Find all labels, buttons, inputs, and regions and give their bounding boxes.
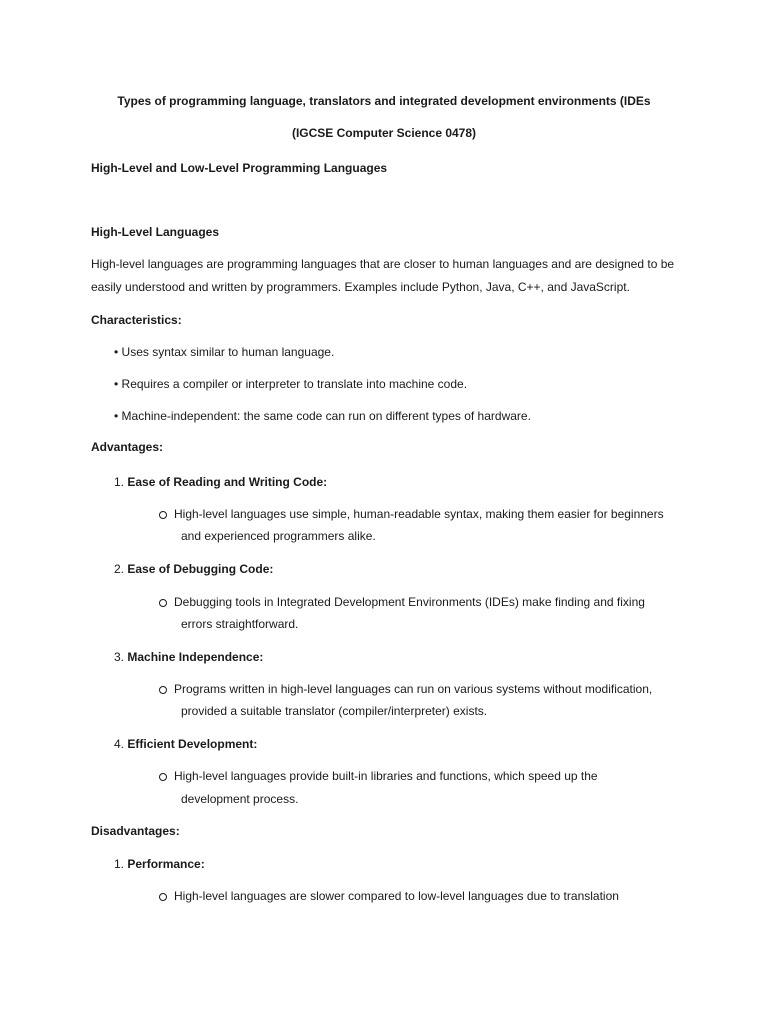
advantage-item xyxy=(114,737,257,751)
advantage-item xyxy=(114,562,273,576)
disadvantage-item xyxy=(114,857,205,871)
disadvantage-title: Performance: xyxy=(127,857,205,871)
advantage-detail-line-1: Debugging tools in Integrated Development Environments (IDEs) make finding and fixing xyxy=(174,595,645,609)
list-number: 2. xyxy=(114,562,125,576)
advantage-detail-line-2: errors straightforward. xyxy=(181,617,299,631)
hollow-bullet-icon xyxy=(159,511,167,519)
hollow-bullet-icon xyxy=(159,773,167,781)
characteristics-item: • Machine-independent: the same code can run on different types of hardware. xyxy=(114,409,531,423)
advantage-detail-line-2: provided a suitable translator (compiler/interpreter) exists. xyxy=(181,704,488,718)
advantages-heading: Advantages: xyxy=(91,440,164,454)
advantage-detail-line-1: Programs written in high-level languages can run on various systems without modification, xyxy=(174,682,653,696)
advantage-title: Ease of Debugging Code: xyxy=(127,562,274,576)
advantage-detail-line-1: High-level languages provide built-in libraries and functions, which speed up the xyxy=(174,769,598,783)
hollow-bullet-icon xyxy=(159,893,167,901)
list-number: 3. xyxy=(114,650,125,664)
disadvantages-heading: Disadvantages: xyxy=(91,824,180,838)
advantage-item xyxy=(114,475,327,489)
document-title: Types of programming language, translators and integrated development environments (IDEs xyxy=(117,94,651,108)
list-number: 1. xyxy=(114,475,125,489)
list-number: 1. xyxy=(114,857,125,871)
subsection-heading: High-Level Languages xyxy=(91,225,220,239)
advantage-detail-line-2: and experienced programmers alike. xyxy=(181,529,376,543)
intro-line-1: High-level languages are programming languages that are closer to human languages and are designed to be xyxy=(91,257,675,271)
advantage-detail-line-2: development process. xyxy=(181,792,299,806)
advantage-item xyxy=(114,650,263,664)
characteristics-heading: Characteristics: xyxy=(91,313,182,327)
hollow-bullet-icon xyxy=(159,686,167,694)
characteristics-item: • Requires a compiler or interpreter to translate into machine code. xyxy=(114,377,468,391)
advantage-title: Machine Independence: xyxy=(127,650,264,664)
advantage-title: Efficient Development: xyxy=(127,737,258,751)
hollow-bullet-icon xyxy=(159,599,167,607)
list-number: 4. xyxy=(114,737,125,751)
characteristics-item: • Uses syntax similar to human language. xyxy=(114,345,335,359)
advantage-detail-line-1: High-level languages use simple, human-readable syntax, making them easier for beginners xyxy=(174,507,664,521)
advantage-title: Ease of Reading and Writing Code: xyxy=(127,475,328,489)
intro-line-2: easily understood and written by programmers. Examples include Python, Java, C++, and JavaScript. xyxy=(91,280,630,294)
disadvantage-detail-line-1: High-level languages are slower compared to low-level languages due to translation xyxy=(174,889,619,903)
section-heading: High-Level and Low-Level Programming Languages xyxy=(91,161,388,175)
document-subtitle: (IGCSE Computer Science 0478) xyxy=(291,126,477,140)
